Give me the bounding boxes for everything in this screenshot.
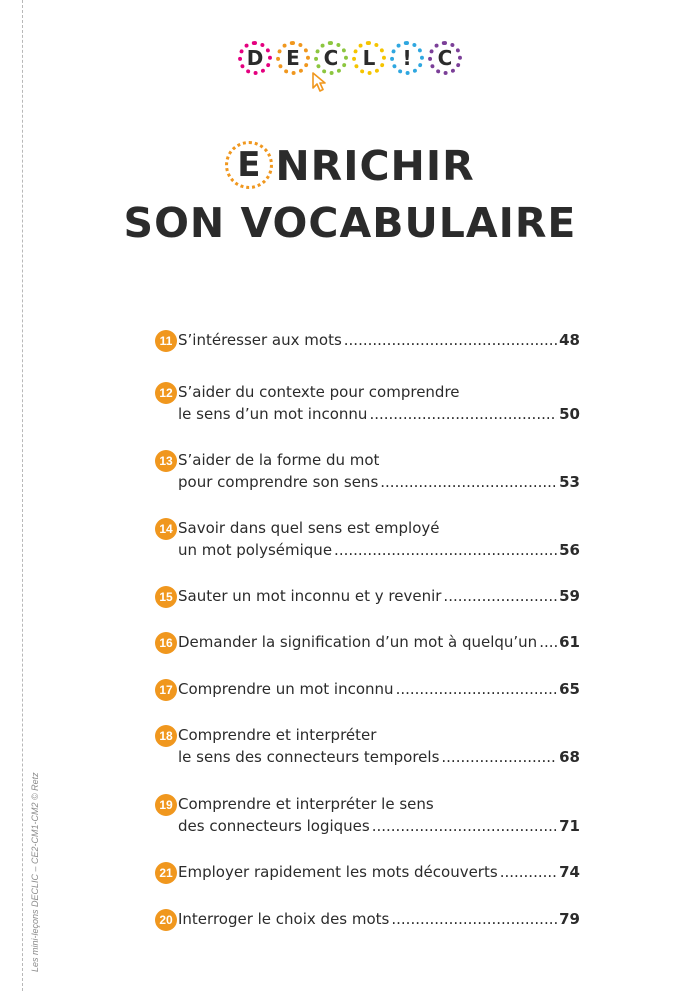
entry-title-line: Employer rapidement les mots découverts [178, 863, 498, 881]
entry-number-badge: 15 [155, 586, 177, 608]
entry-title-line: S’aider du contexte pour comprendre [178, 383, 460, 401]
logo-letter: L [352, 41, 386, 75]
page-number: 79 [559, 910, 580, 928]
entry-title-line: un mot polysémique [178, 541, 333, 559]
entry-number-badge: 12 [155, 382, 177, 404]
entry-title-line: Demander la signification d’un mot à quelqu’un [178, 633, 538, 651]
page-title [0, 138, 700, 252]
page-number: 74 [559, 863, 580, 881]
cursor-arrow-icon [311, 72, 327, 92]
title-cap-letter: E [225, 141, 273, 189]
dot-leader [372, 815, 557, 837]
logo-letter: C [428, 41, 462, 75]
entry-number-badge: 17 [155, 679, 177, 701]
logo-letter: D [238, 41, 272, 75]
entry-title-line: le sens d’un mot inconnu [178, 405, 368, 423]
dot-leader [441, 746, 557, 768]
entry-title-line: Comprendre et interpréter le sens [178, 795, 434, 813]
entry-title-line: pour comprendre son sens [178, 473, 379, 491]
entry-title-line: Comprendre un mot inconnu [178, 680, 394, 698]
page-number: 53 [559, 473, 580, 491]
logo-letter: E [276, 41, 310, 75]
logo-letter: ! [390, 41, 424, 75]
dot-leader [443, 585, 557, 607]
entry-title-line: S’aider de la forme du mot [178, 451, 380, 469]
dot-leader [539, 631, 557, 653]
entry-number-badge: 11 [155, 330, 177, 352]
entry-title-line: des connecteurs logiques [178, 817, 370, 835]
entry-number-badge: 13 [155, 450, 177, 472]
title-line-2: SON VOCABULAIRE [123, 199, 577, 247]
dot-leader [391, 908, 557, 930]
page-number: 56 [559, 541, 580, 559]
entry-title-line: S’intéresser aux mots [178, 331, 342, 349]
page-number: 48 [559, 331, 580, 349]
dot-leader [500, 861, 557, 883]
declic-logo [0, 41, 700, 75]
dot-leader [380, 471, 557, 493]
dot-leader [396, 678, 558, 700]
page-number: 59 [559, 587, 580, 605]
page-number: 50 [559, 405, 580, 423]
copyright-note: Les mini-leçons DECLIC – CE2-CM1-CM2 © Retz [30, 772, 40, 972]
page-number: 61 [559, 633, 580, 651]
entry-title-line: Interroger le choix des mots [178, 910, 390, 928]
entry-number-badge: 21 [155, 862, 177, 884]
entry-number-badge: 14 [155, 518, 177, 540]
page-number: 71 [559, 817, 580, 835]
entry-number-badge: 18 [155, 725, 177, 747]
title-line-1 [0, 138, 700, 195]
page-number: 65 [559, 680, 580, 698]
title-line-1-rest: NRICHIR [275, 142, 475, 190]
dot-leader [369, 403, 557, 425]
entry-title-line: Savoir dans quel sens est employé [178, 519, 440, 537]
dot-leader [334, 539, 557, 561]
logo-letter: C [314, 41, 348, 75]
entry-number-badge: 20 [155, 909, 177, 931]
entry-number-badge: 16 [155, 632, 177, 654]
dot-leader [344, 329, 557, 351]
entry-title-line: Sauter un mot inconnu et y revenir [178, 587, 442, 605]
entry-number-badge: 19 [155, 794, 177, 816]
entry-title-line: le sens des connecteurs temporels [178, 748, 440, 766]
entry-title-line: Comprendre et interpréter [178, 726, 377, 744]
page-number: 68 [559, 748, 580, 766]
